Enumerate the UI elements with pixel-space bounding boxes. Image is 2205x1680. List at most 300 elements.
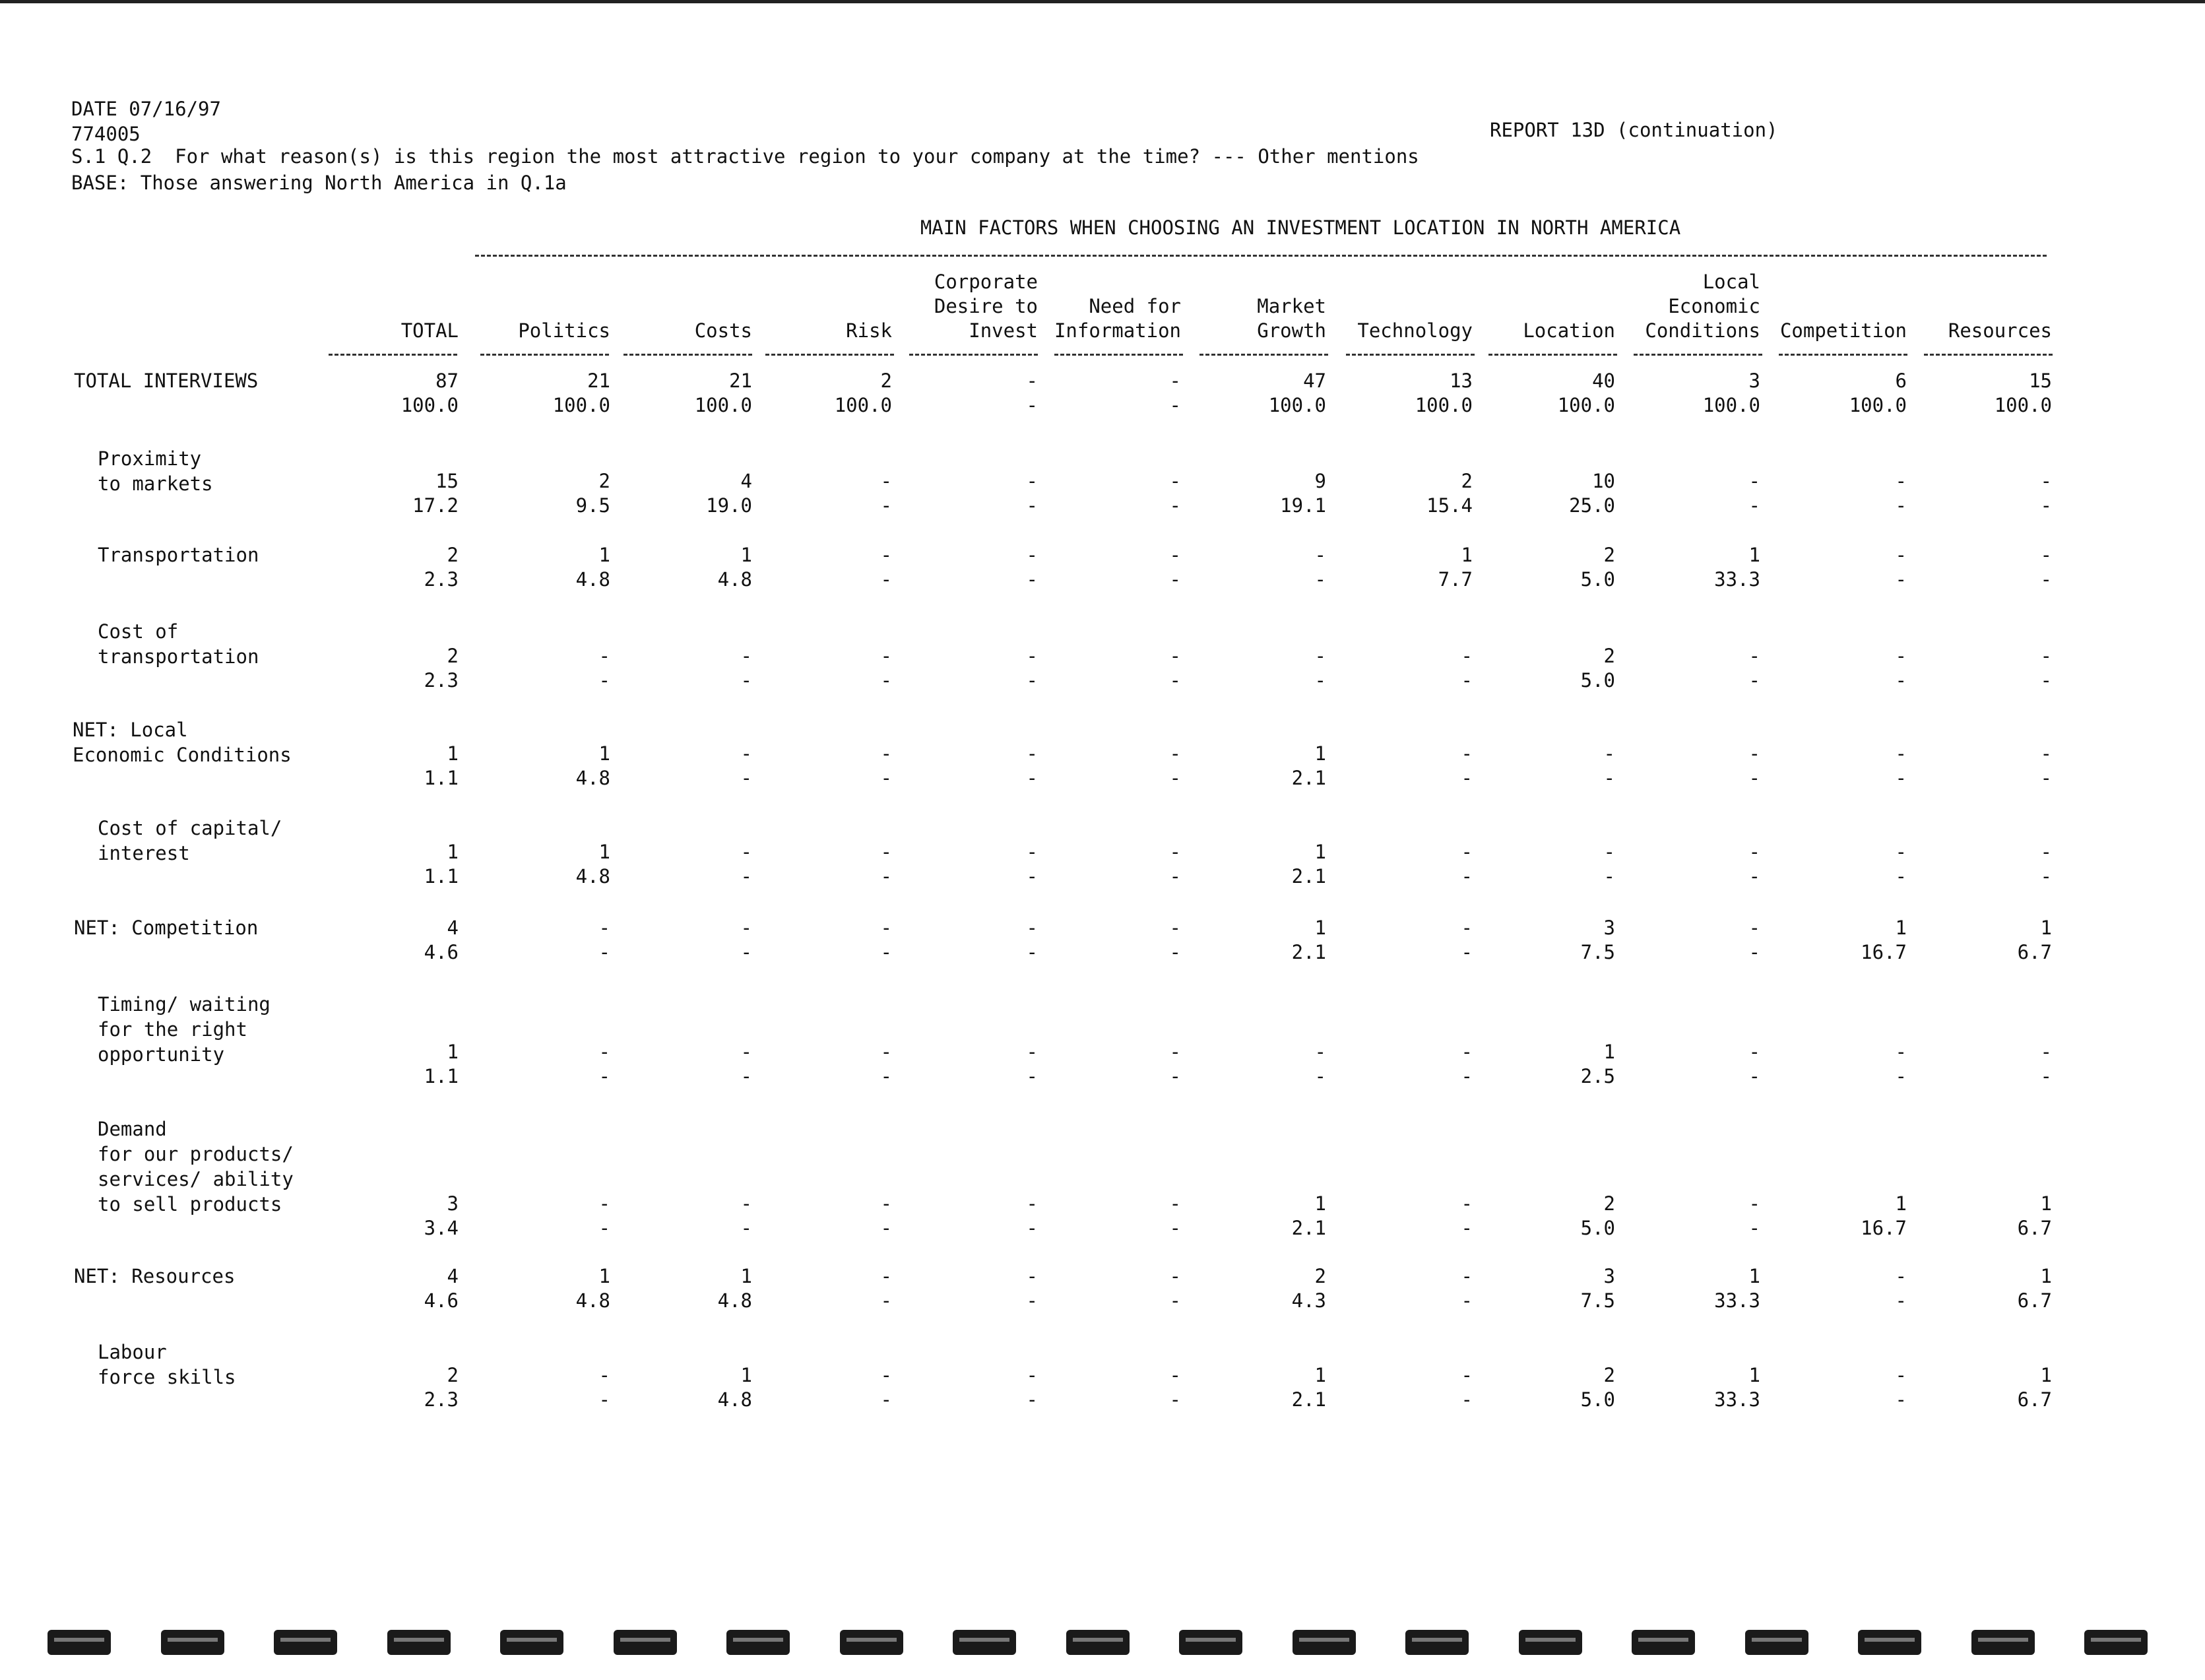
count-cell: 6 bbox=[1895, 370, 1907, 392]
count-cell: - bbox=[1748, 841, 1760, 863]
count-cell: - bbox=[880, 1192, 892, 1215]
count-cell: - bbox=[1026, 1364, 1038, 1386]
column-header: Risk bbox=[846, 319, 892, 342]
count-cell: 1 bbox=[1314, 841, 1326, 863]
perforation-hole bbox=[1858, 1630, 1921, 1655]
percent-cell: 100.0 bbox=[1849, 394, 1907, 416]
column-header: TOTAL bbox=[400, 319, 459, 342]
count-cell: - bbox=[740, 841, 752, 863]
count-cell: - bbox=[1461, 1192, 1473, 1215]
percent-cell: 4.6 bbox=[424, 941, 459, 963]
column-header-underline bbox=[329, 354, 457, 356]
count-cell: 3 bbox=[1748, 370, 1760, 392]
count-cell: 1 bbox=[598, 1265, 610, 1287]
percent-cell: 4.8 bbox=[717, 1289, 752, 1312]
count-cell: - bbox=[598, 645, 610, 667]
percent-cell: 100.0 bbox=[694, 394, 752, 416]
column-header: Need for Information bbox=[1054, 295, 1181, 342]
count-cell: - bbox=[1026, 841, 1038, 863]
percent-cell: 7.7 bbox=[1438, 568, 1473, 591]
report-number: REPORT 13D (continuation) bbox=[1490, 119, 1778, 141]
percent-cell: - bbox=[880, 865, 892, 888]
percent-cell: - bbox=[1895, 767, 1907, 789]
percent-cell: - bbox=[1748, 865, 1760, 888]
count-cell: - bbox=[598, 1192, 610, 1215]
percent-cell: 4.6 bbox=[424, 1289, 459, 1312]
count-cell: - bbox=[1895, 470, 1907, 492]
count-cell: 2 bbox=[598, 470, 610, 492]
percent-cell: - bbox=[740, 669, 752, 692]
count-cell: - bbox=[880, 645, 892, 667]
count-cell: - bbox=[2040, 470, 2052, 492]
perforation-hole bbox=[2084, 1630, 2148, 1655]
count-cell: - bbox=[1169, 544, 1181, 566]
percent-cell: 1.1 bbox=[424, 767, 459, 789]
count-cell: - bbox=[1461, 1041, 1473, 1063]
percent-cell: - bbox=[1026, 1217, 1038, 1239]
percent-cell: - bbox=[1895, 494, 1907, 517]
percent-cell: 19.0 bbox=[706, 494, 752, 517]
percent-cell: 2.5 bbox=[1580, 1065, 1615, 1087]
count-cell: 1 bbox=[598, 742, 610, 765]
percent-cell: 2.3 bbox=[424, 568, 459, 591]
count-cell: - bbox=[1026, 742, 1038, 765]
count-cell: 2 bbox=[1603, 544, 1615, 566]
count-cell: - bbox=[740, 645, 752, 667]
percent-cell: - bbox=[740, 865, 752, 888]
count-cell: - bbox=[1603, 742, 1615, 765]
percent-cell: 6.7 bbox=[2017, 1217, 2052, 1239]
percent-cell: - bbox=[1748, 494, 1760, 517]
count-cell: 87 bbox=[435, 370, 459, 392]
count-cell: - bbox=[1603, 841, 1615, 863]
percent-cell: - bbox=[1461, 1388, 1473, 1411]
count-cell: 15 bbox=[2029, 370, 2052, 392]
count-cell: - bbox=[1461, 841, 1473, 863]
percent-cell: 4.8 bbox=[575, 865, 610, 888]
count-cell: - bbox=[1748, 742, 1760, 765]
row-label: NET: Resources bbox=[74, 1265, 236, 1287]
count-cell: - bbox=[1026, 645, 1038, 667]
percent-cell: 4.8 bbox=[575, 1289, 610, 1312]
percent-cell: - bbox=[880, 1388, 892, 1411]
count-cell: - bbox=[880, 1265, 892, 1287]
column-header-underline bbox=[1054, 354, 1183, 356]
percent-cell: 6.7 bbox=[2017, 1388, 2052, 1411]
percent-cell: - bbox=[1026, 494, 1038, 517]
percent-cell: - bbox=[1169, 767, 1181, 789]
count-cell: 2 bbox=[447, 645, 459, 667]
percent-cell: 6.7 bbox=[2017, 941, 2052, 963]
count-cell: - bbox=[1748, 1192, 1760, 1215]
count-cell: - bbox=[1895, 1265, 1907, 1287]
count-cell: - bbox=[1026, 470, 1038, 492]
percent-cell: - bbox=[1461, 1065, 1473, 1087]
count-cell: - bbox=[1026, 370, 1038, 392]
count-cell: - bbox=[1461, 1364, 1473, 1386]
table-title: MAIN FACTORS WHEN CHOOSING AN INVESTMENT LOCATION IN NORTH AMERICA bbox=[920, 216, 1681, 239]
row-label: Timing/ waiting for the right opportunity bbox=[98, 993, 271, 1066]
count-cell: 4 bbox=[447, 1265, 459, 1287]
count-cell: - bbox=[880, 544, 892, 566]
perforation-hole bbox=[1066, 1630, 1130, 1655]
percent-cell: - bbox=[1461, 1217, 1473, 1239]
count-cell: 1 bbox=[1895, 1192, 1907, 1215]
count-cell: - bbox=[1314, 645, 1326, 667]
count-cell: - bbox=[1169, 742, 1181, 765]
count-cell: 3 bbox=[447, 1192, 459, 1215]
count-cell: - bbox=[2040, 742, 2052, 765]
perforation-hole bbox=[274, 1630, 337, 1655]
count-cell: - bbox=[1895, 544, 1907, 566]
count-cell: - bbox=[1026, 1041, 1038, 1063]
percent-cell: - bbox=[1026, 767, 1038, 789]
count-cell: 1 bbox=[1748, 1265, 1760, 1287]
percent-cell: 100.0 bbox=[400, 394, 459, 416]
count-cell: 21 bbox=[729, 370, 752, 392]
perforation-hole bbox=[1632, 1630, 1695, 1655]
count-cell: - bbox=[1169, 470, 1181, 492]
column-header: Politics bbox=[518, 319, 610, 342]
percent-cell: - bbox=[1461, 767, 1473, 789]
count-cell: 1 bbox=[447, 742, 459, 765]
count-cell: 13 bbox=[1450, 370, 1473, 392]
column-header: Resources bbox=[1948, 319, 2052, 342]
percent-cell: 100.0 bbox=[1268, 394, 1326, 416]
count-cell: - bbox=[1895, 645, 1907, 667]
count-cell: - bbox=[1314, 544, 1326, 566]
percent-cell: 33.3 bbox=[1714, 1289, 1760, 1312]
count-cell: 2 bbox=[447, 1364, 459, 1386]
percent-cell: - bbox=[1026, 1065, 1038, 1087]
count-cell: - bbox=[880, 841, 892, 863]
count-cell: - bbox=[2040, 1041, 2052, 1063]
count-cell: - bbox=[880, 917, 892, 939]
count-cell: - bbox=[740, 1041, 752, 1063]
count-cell: 1 bbox=[1314, 742, 1326, 765]
percent-cell: 2.3 bbox=[424, 669, 459, 692]
percent-cell: - bbox=[1026, 394, 1038, 416]
count-cell: - bbox=[880, 470, 892, 492]
percent-cell: 2.1 bbox=[1291, 941, 1326, 963]
count-cell: 2 bbox=[1603, 1364, 1615, 1386]
count-cell: - bbox=[880, 1041, 892, 1063]
row-label: TOTAL INTERVIEWS bbox=[74, 370, 259, 392]
perforation-hole bbox=[726, 1630, 790, 1655]
percent-cell: - bbox=[1748, 941, 1760, 963]
percent-cell: 100.0 bbox=[834, 394, 892, 416]
count-cell: 47 bbox=[1303, 370, 1326, 392]
column-header-underline bbox=[480, 354, 609, 356]
count-cell: - bbox=[880, 742, 892, 765]
percent-cell: 33.3 bbox=[1714, 1388, 1760, 1411]
top-border bbox=[0, 0, 2205, 3]
percent-cell: - bbox=[2040, 767, 2052, 789]
percent-cell: - bbox=[598, 1065, 610, 1087]
percent-cell: - bbox=[1895, 865, 1907, 888]
percent-cell: 16.7 bbox=[1861, 941, 1907, 963]
percent-cell: - bbox=[740, 1217, 752, 1239]
perforation-hole bbox=[1745, 1630, 1808, 1655]
count-cell: 21 bbox=[587, 370, 610, 392]
percent-cell: - bbox=[1169, 669, 1181, 692]
count-cell: 1 bbox=[1314, 1364, 1326, 1386]
percent-cell: - bbox=[1169, 568, 1181, 591]
count-cell: - bbox=[1314, 1041, 1326, 1063]
column-header-underline bbox=[1199, 354, 1328, 356]
count-cell: - bbox=[1748, 645, 1760, 667]
percent-cell: 2.1 bbox=[1291, 865, 1326, 888]
percent-cell: - bbox=[1895, 1388, 1907, 1411]
column-header-underline bbox=[1779, 354, 1907, 356]
row-label: Cost of capital/ interest bbox=[98, 817, 282, 864]
percent-cell: 100.0 bbox=[1994, 394, 2052, 416]
percent-cell: - bbox=[880, 669, 892, 692]
percent-cell: - bbox=[1026, 669, 1038, 692]
percent-cell: - bbox=[880, 568, 892, 591]
percent-cell: - bbox=[1314, 568, 1326, 591]
percent-cell: - bbox=[1314, 1065, 1326, 1087]
perforation-hole bbox=[161, 1630, 224, 1655]
percent-cell: - bbox=[740, 941, 752, 963]
percent-cell: - bbox=[1169, 394, 1181, 416]
count-cell: 1 bbox=[447, 1041, 459, 1063]
row-label: Cost of transportation bbox=[98, 620, 259, 668]
percent-cell: - bbox=[1895, 1289, 1907, 1312]
percent-cell: 2.3 bbox=[424, 1388, 459, 1411]
column-header-underline bbox=[1634, 354, 1762, 356]
percent-cell: - bbox=[1603, 767, 1615, 789]
percent-cell: - bbox=[1748, 1217, 1760, 1239]
percent-cell: - bbox=[1461, 865, 1473, 888]
count-cell: - bbox=[2040, 841, 2052, 863]
percent-cell: 1.1 bbox=[424, 1065, 459, 1087]
percent-cell: - bbox=[1461, 669, 1473, 692]
percent-cell: - bbox=[880, 1217, 892, 1239]
percent-cell: 5.0 bbox=[1580, 1388, 1615, 1411]
percent-cell: 7.5 bbox=[1580, 1289, 1615, 1312]
percent-cell: 4.8 bbox=[575, 568, 610, 591]
count-cell: 1 bbox=[447, 841, 459, 863]
count-cell: - bbox=[598, 1041, 610, 1063]
percent-cell: - bbox=[880, 494, 892, 517]
percent-cell: - bbox=[2040, 494, 2052, 517]
percent-cell: 6.7 bbox=[2017, 1289, 2052, 1312]
percent-cell: - bbox=[1169, 494, 1181, 517]
percent-cell: 3.4 bbox=[424, 1217, 459, 1239]
percent-cell: - bbox=[1895, 1065, 1907, 1087]
percent-cell: - bbox=[1169, 865, 1181, 888]
percent-cell: 7.5 bbox=[1580, 941, 1615, 963]
percent-cell: - bbox=[2040, 865, 2052, 888]
column-header: Local Economic Conditions bbox=[1645, 271, 1760, 342]
count-cell: 1 bbox=[2040, 1364, 2052, 1386]
perforation-hole bbox=[840, 1630, 903, 1655]
column-header-underline bbox=[1488, 354, 1617, 356]
percent-cell: - bbox=[1748, 669, 1760, 692]
percent-cell: - bbox=[1169, 1217, 1181, 1239]
percent-cell: 5.0 bbox=[1580, 568, 1615, 591]
column-header-underline bbox=[765, 354, 894, 356]
count-cell: 2 bbox=[880, 370, 892, 392]
percent-cell: - bbox=[1169, 1065, 1181, 1087]
percent-cell: - bbox=[1026, 568, 1038, 591]
percent-cell: 19.1 bbox=[1280, 494, 1326, 517]
count-cell: - bbox=[1748, 917, 1760, 939]
count-cell: 1 bbox=[2040, 1265, 2052, 1287]
percent-cell: - bbox=[1314, 669, 1326, 692]
percent-cell: 100.0 bbox=[552, 394, 610, 416]
row-label: NET: Local Economic Conditions bbox=[73, 719, 292, 766]
count-cell: 1 bbox=[1895, 917, 1907, 939]
row-label: Transportation bbox=[98, 544, 259, 566]
percent-cell: - bbox=[880, 1289, 892, 1312]
count-cell: - bbox=[1026, 917, 1038, 939]
count-cell: - bbox=[1169, 370, 1181, 392]
percent-cell: - bbox=[1026, 941, 1038, 963]
column-header: Market Growth bbox=[1257, 295, 1326, 342]
percent-cell: - bbox=[880, 941, 892, 963]
base-text: BASE: Those answering North America in Q.1a bbox=[71, 172, 567, 194]
percent-cell: - bbox=[2040, 669, 2052, 692]
count-cell: - bbox=[1895, 841, 1907, 863]
count-cell: 1 bbox=[740, 544, 752, 566]
percent-cell: - bbox=[880, 1065, 892, 1087]
count-cell: - bbox=[1748, 1041, 1760, 1063]
percent-cell: - bbox=[740, 1065, 752, 1087]
percent-cell: - bbox=[1169, 1289, 1181, 1312]
percent-cell: - bbox=[598, 941, 610, 963]
percent-cell: 100.0 bbox=[1415, 394, 1473, 416]
count-cell: 9 bbox=[1314, 470, 1326, 492]
column-header-underline bbox=[623, 354, 752, 356]
count-cell: - bbox=[1461, 917, 1473, 939]
count-cell: - bbox=[2040, 645, 2052, 667]
row-label: Demand for our products/ services/ ability to sell products bbox=[98, 1118, 294, 1215]
count-cell: 15 bbox=[435, 470, 459, 492]
percent-cell: - bbox=[1461, 1289, 1473, 1312]
perforation-hole bbox=[500, 1630, 563, 1655]
count-cell: - bbox=[1895, 1041, 1907, 1063]
count-cell: 1 bbox=[740, 1364, 752, 1386]
count-cell: 2 bbox=[447, 544, 459, 566]
perforation-hole bbox=[1971, 1630, 2035, 1655]
count-cell: 1 bbox=[598, 544, 610, 566]
percent-cell: - bbox=[1169, 1388, 1181, 1411]
column-header: Competition bbox=[1779, 319, 1907, 342]
percent-cell: 25.0 bbox=[1569, 494, 1615, 517]
percent-cell: - bbox=[1603, 865, 1615, 888]
percent-cell: 5.0 bbox=[1580, 669, 1615, 692]
count-cell: 3 bbox=[1603, 917, 1615, 939]
count-cell: - bbox=[1169, 1192, 1181, 1215]
row-label: Proximity to markets bbox=[98, 447, 213, 495]
count-cell: 1 bbox=[1748, 1364, 1760, 1386]
report-id: 774005 bbox=[71, 123, 141, 145]
percent-cell: - bbox=[880, 767, 892, 789]
count-cell: - bbox=[740, 917, 752, 939]
percent-cell: - bbox=[1026, 1388, 1038, 1411]
count-cell: 40 bbox=[1592, 370, 1615, 392]
perforation-hole bbox=[614, 1630, 677, 1655]
count-cell: - bbox=[1169, 1364, 1181, 1386]
percent-cell: 4.3 bbox=[1291, 1289, 1326, 1312]
count-cell: 4 bbox=[740, 470, 752, 492]
count-cell: 4 bbox=[447, 917, 459, 939]
count-cell: - bbox=[1026, 1192, 1038, 1215]
percent-cell: - bbox=[1895, 669, 1907, 692]
count-cell: 1 bbox=[1461, 544, 1473, 566]
percent-cell: - bbox=[1026, 865, 1038, 888]
percent-cell: 4.8 bbox=[717, 1388, 752, 1411]
count-cell: 1 bbox=[2040, 917, 2052, 939]
percent-cell: - bbox=[1895, 568, 1907, 591]
count-cell: - bbox=[1026, 544, 1038, 566]
percent-cell: 4.8 bbox=[575, 767, 610, 789]
count-cell: - bbox=[1461, 645, 1473, 667]
count-cell: - bbox=[1169, 645, 1181, 667]
percent-cell: - bbox=[1748, 767, 1760, 789]
row-label: NET: Competition bbox=[74, 917, 259, 939]
row-label: Labour force skills bbox=[98, 1341, 236, 1388]
perforation-hole bbox=[48, 1630, 111, 1655]
count-cell: - bbox=[598, 1364, 610, 1386]
column-header: Location bbox=[1523, 319, 1615, 342]
count-cell: - bbox=[1895, 742, 1907, 765]
percent-cell: - bbox=[2040, 1065, 2052, 1087]
percent-cell: 1.1 bbox=[424, 865, 459, 888]
count-cell: - bbox=[1461, 742, 1473, 765]
count-cell: 10 bbox=[1592, 470, 1615, 492]
count-cell: - bbox=[740, 1192, 752, 1215]
perforation-hole bbox=[1519, 1630, 1582, 1655]
percent-cell: - bbox=[1169, 941, 1181, 963]
column-header-underline bbox=[1924, 354, 2053, 356]
perforation-hole bbox=[1405, 1630, 1469, 1655]
count-cell: 1 bbox=[598, 841, 610, 863]
percent-cell: 33.3 bbox=[1714, 568, 1760, 591]
percent-cell: - bbox=[740, 767, 752, 789]
perforation-hole bbox=[1179, 1630, 1242, 1655]
count-cell: - bbox=[1169, 1265, 1181, 1287]
percent-cell: - bbox=[598, 1388, 610, 1411]
percent-cell: 9.5 bbox=[575, 494, 610, 517]
percent-cell: - bbox=[2040, 568, 2052, 591]
count-cell: - bbox=[1169, 917, 1181, 939]
count-cell: - bbox=[740, 742, 752, 765]
percent-cell: 15.4 bbox=[1426, 494, 1473, 517]
count-cell: 2 bbox=[1603, 645, 1615, 667]
count-cell: - bbox=[598, 917, 610, 939]
count-cell: - bbox=[880, 1364, 892, 1386]
percent-cell: 2.1 bbox=[1291, 767, 1326, 789]
count-cell: - bbox=[1169, 841, 1181, 863]
perforation-hole bbox=[953, 1630, 1016, 1655]
report-date: DATE 07/16/97 bbox=[71, 98, 221, 120]
count-cell: - bbox=[1026, 1265, 1038, 1287]
count-cell: 2 bbox=[1603, 1192, 1615, 1215]
count-cell: - bbox=[1169, 1041, 1181, 1063]
percent-cell: - bbox=[598, 1217, 610, 1239]
count-cell: 1 bbox=[1314, 917, 1326, 939]
count-cell: 1 bbox=[1603, 1041, 1615, 1063]
count-cell: - bbox=[1895, 1364, 1907, 1386]
count-cell: 1 bbox=[1748, 544, 1760, 566]
count-cell: - bbox=[2040, 544, 2052, 566]
column-header: Technology bbox=[1357, 319, 1473, 342]
column-header-underline bbox=[909, 354, 1038, 356]
count-cell: - bbox=[1748, 470, 1760, 492]
